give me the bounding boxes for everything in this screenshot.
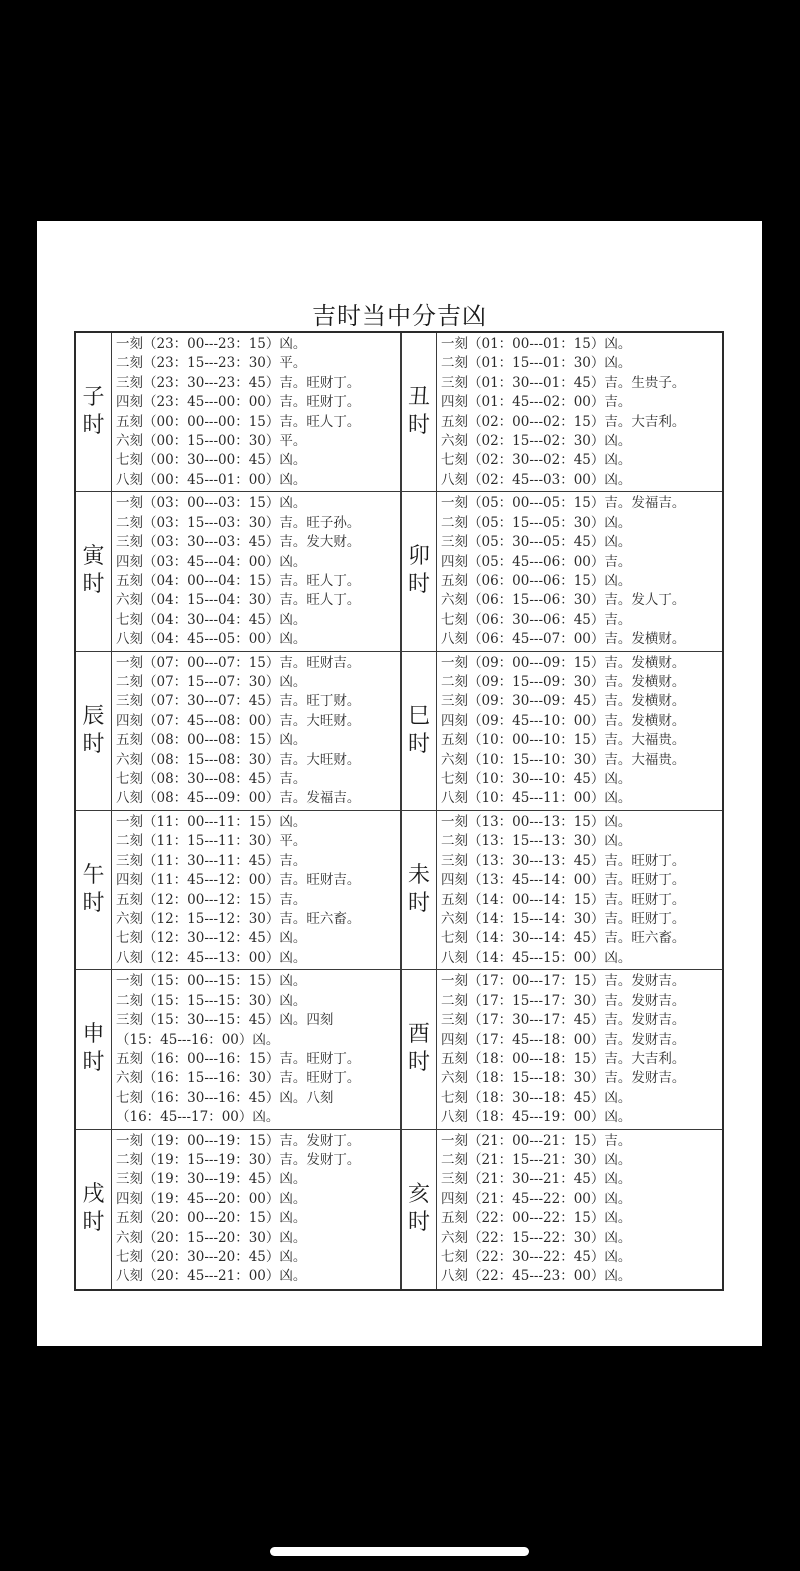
ke-entry: 二刻（03：15---03：30）吉。旺子孙。 xyxy=(116,514,361,531)
ke-entry: 二刻（19：15---19：30）吉。发财丁。 xyxy=(116,1152,361,1169)
shichen-label-char: 时 xyxy=(82,572,105,598)
ke-entry: 四刻（03：45---04：00）凶。 xyxy=(116,553,307,570)
shichen-label-char: 亥 xyxy=(407,1182,430,1208)
ke-entry: 四刻（11：45---12：00）吉。旺财吉。 xyxy=(116,872,361,889)
shichen-label-char: 午 xyxy=(82,863,105,889)
ke-entry: （15：45---16：00）凶。 xyxy=(116,1031,280,1048)
shichen-label-char: 丑 xyxy=(407,385,430,411)
shichen-label-si xyxy=(401,652,437,811)
ke-entry: 七刻（22：30---22：45）凶。 xyxy=(441,1249,632,1265)
shichen-entries-you xyxy=(437,970,722,1129)
shichen-label-char: 酉 xyxy=(407,1022,430,1048)
ke-entry: 五刻（18：00---18：15）吉。大吉利。 xyxy=(441,1050,686,1067)
ke-entry: 二刻（05：15---05：30）凶。 xyxy=(441,514,632,531)
ke-entry: 八刻（22：45---23：00）凶。 xyxy=(441,1268,632,1285)
shichen-label-wu xyxy=(76,811,112,970)
shichen-label-shen xyxy=(76,970,112,1129)
ke-entry: 七刻（16：30---16：45）凶。八刻 xyxy=(116,1089,334,1106)
ke-entry: 一刻（19：00---19：15）吉。发财丁。 xyxy=(116,1132,361,1149)
ke-entry: 五刻（04：00---04：15）吉。旺人丁。 xyxy=(116,572,361,589)
ke-entry: 七刻（02：30---02：45）凶。 xyxy=(441,452,632,469)
ke-entry: 六刻（08：15---08：30）吉。大旺财。 xyxy=(116,751,361,768)
ke-entry: 一刻（09：00---09：15）吉。发横财。 xyxy=(441,654,686,671)
ke-entry: 三刻（19：30---19：45）凶。 xyxy=(116,1171,307,1188)
shichen-entries-wu xyxy=(112,811,401,970)
shichen-entries-wei xyxy=(437,811,722,970)
shichen-label-chou xyxy=(401,333,437,492)
ke-entry: 七刻（08：30---08：45）吉。 xyxy=(116,771,307,787)
ke-entry: 七刻（20：30---20：45）凶。 xyxy=(116,1249,307,1265)
ke-entry: 五刻（22：00---22：15）凶。 xyxy=(441,1210,632,1227)
shichen-label-char: 时 xyxy=(407,1210,430,1236)
page-title: 吉时当中分吉凶 xyxy=(312,302,487,330)
shichen-entries-chou xyxy=(437,333,722,492)
ke-entry: 三刻（01：30---01：45）吉。生贵子。 xyxy=(441,374,686,391)
shichen-entries-shen xyxy=(112,970,401,1129)
ke-entry: 八刻（10：45---11：00）凶。 xyxy=(441,790,632,807)
ke-entry: 七刻（04：30---04：45）凶。 xyxy=(116,611,307,628)
shichen-label-char: 时 xyxy=(407,413,430,439)
ke-entry: 八刻（14：45---15：00）凶。 xyxy=(441,949,632,966)
ke-entry: 二刻（07：15---07：30）凶。 xyxy=(116,674,307,691)
ke-entry: 五刻（12：00---12：15）吉。 xyxy=(116,891,307,908)
home-indicator-bar[interactable] xyxy=(270,1547,529,1556)
ke-entry: 一刻（07：00---07：15）吉。旺财吉。 xyxy=(116,654,361,671)
ke-entry: 一刻（05：00---05：15）吉。发福吉。 xyxy=(441,495,686,512)
ke-entry: 六刻（10：15---10：30）吉。大福贵。 xyxy=(441,751,686,768)
shichen-label-mao xyxy=(401,492,437,651)
ke-entry: 五刻（16：00---16：15）吉。旺财丁。 xyxy=(116,1050,361,1067)
ke-entry: 八刻（20：45---21：00）凶。 xyxy=(116,1268,307,1285)
shichen-label-char: 时 xyxy=(82,1210,105,1236)
ke-entry: 三刻（07：30---07：45）吉。旺丁财。 xyxy=(116,693,361,710)
ke-entry: 二刻（17：15---17：30）吉。发财吉。 xyxy=(441,992,686,1009)
ke-entry: 七刻（06：30---06：45）吉。 xyxy=(441,611,632,628)
ke-entry: 六刻（14：15---14：30）吉。旺财丁。 xyxy=(441,910,686,927)
ke-entry: 四刻（23：45---00：00）吉。旺财丁。 xyxy=(116,394,361,411)
ke-entry: 四刻（01：45---02：00）吉。 xyxy=(441,394,632,411)
ke-entry: 二刻（15：15---15：30）凶。 xyxy=(116,992,307,1009)
shichen-label-char: 时 xyxy=(407,731,430,757)
ke-entry: 四刻（21：45---22：00）凶。 xyxy=(441,1190,632,1207)
ke-entry: 八刻（08：45---09：00）吉。发福吉。 xyxy=(116,790,361,807)
shichen-label-char: 未 xyxy=(407,863,430,889)
ke-entry: 五刻（00：00---00：15）吉。旺人丁。 xyxy=(116,413,361,430)
ke-entry: 三刻（11：30---11：45）吉。 xyxy=(116,852,307,869)
ke-entry: 三刻（15：30---15：45）凶。四刻 xyxy=(116,1012,334,1029)
ke-entry: 四刻（17：45---18：00）吉。发财吉。 xyxy=(441,1031,686,1048)
shichen-entries-si xyxy=(437,652,722,811)
shichen-label-you xyxy=(401,970,437,1129)
ke-entry: 三刻（21：30---21：45）凶。 xyxy=(441,1171,632,1188)
ke-entry: 三刻（17：30---17：45）吉。发财吉。 xyxy=(441,1012,686,1029)
ke-entry: 六刻（20：15---20：30）凶。 xyxy=(116,1229,307,1246)
shichen-label-char: 时 xyxy=(82,891,105,917)
ke-entry: 四刻（07：45---08：00）吉。大旺财。 xyxy=(116,712,361,729)
shichen-label-wei xyxy=(401,811,437,970)
ke-entry: 三刻（09：30---09：45）吉。发横财。 xyxy=(441,693,686,710)
shichen-label-xu xyxy=(76,1130,112,1289)
shichen-label-char: 时 xyxy=(82,413,105,439)
shichen-entries-hai xyxy=(437,1130,722,1289)
ke-entry: 三刻（05：30---05：45）凶。 xyxy=(441,534,632,551)
shichen-label-char: 时 xyxy=(82,731,105,757)
ke-entry: 四刻（09：45---10：00）吉。发横财。 xyxy=(441,712,686,729)
shichen-label-char: 申 xyxy=(82,1022,105,1048)
ke-entry: 七刻（14：30---14：45）吉。旺六畜。 xyxy=(441,930,686,947)
shichen-entries-xu xyxy=(112,1130,401,1289)
ke-entry: 五刻（08：00---08：15）凶。 xyxy=(116,732,307,749)
ke-entry: 二刻（23：15---23：30）平。 xyxy=(116,355,307,372)
ke-entry: 二刻（01：15---01：30）凶。 xyxy=(441,355,632,372)
ke-entry: 四刻（19：45---20：00）凶。 xyxy=(116,1190,307,1207)
ke-entry: 一刻（15：00---15：15）凶。 xyxy=(116,973,307,990)
ke-entry: （16：45---17：00）凶。 xyxy=(116,1109,280,1126)
shichen-table xyxy=(74,331,724,1291)
ke-entry: 六刻（22：15---22：30）凶。 xyxy=(441,1229,632,1246)
ke-entry: 五刻（20：00---20：15）凶。 xyxy=(116,1210,307,1227)
ke-entry: 六刻（02：15---02：30）凶。 xyxy=(441,432,632,449)
ke-entry: 五刻（14：00---14：15）吉。旺财丁。 xyxy=(441,891,686,908)
shichen-label-char: 时 xyxy=(82,1050,105,1076)
shichen-label-char: 巳 xyxy=(407,703,430,729)
ke-entry: 五刻（10：00---10：15）吉。大福贵。 xyxy=(441,732,686,749)
ke-entry: 四刻（13：45---14：00）吉。旺财丁。 xyxy=(441,872,686,889)
ke-entry: 二刻（11：15---11：30）平。 xyxy=(116,833,307,850)
ke-entry: 二刻（09：15---09：30）吉。发横财。 xyxy=(441,674,686,691)
shichen-label-char: 戌 xyxy=(82,1182,105,1208)
ke-entry: 五刻（02：00---02：15）吉。大吉利。 xyxy=(441,413,686,430)
shichen-label-char: 时 xyxy=(407,572,430,598)
ke-entry: 八刻（06：45---07：00）吉。发横财。 xyxy=(441,631,686,648)
ke-entry: 六刻（00：15---00：30）平。 xyxy=(116,432,307,449)
ke-entry: 八刻（18：45---19：00）凶。 xyxy=(441,1109,632,1126)
ke-entry: 一刻（01：00---01：15）凶。 xyxy=(441,336,632,352)
ke-entry: 三刻（03：30---03：45）吉。发大财。 xyxy=(116,534,361,551)
ke-entry: 五刻（06：00---06：15）凶。 xyxy=(441,572,632,589)
ke-entry: 八刻（04：45---05：00）凶。 xyxy=(116,631,307,648)
shichen-entries-mao xyxy=(437,492,722,651)
ke-entry: 三刻（23：30---23：45）吉。旺财丁。 xyxy=(116,374,361,391)
ke-entry: 一刻（21：00---21：15）吉。 xyxy=(441,1132,632,1149)
shichen-label-zi xyxy=(76,333,112,492)
ke-entry: 四刻（05：45---06：00）吉。 xyxy=(441,553,632,570)
ke-entry: 八刻（00：45---01：00）凶。 xyxy=(116,471,307,488)
shichen-label-char: 卯 xyxy=(407,544,430,570)
ke-entry: 七刻（12：30---12：45）凶。 xyxy=(116,930,307,947)
ke-entry: 一刻（11：00---11：15）凶。 xyxy=(116,813,307,830)
ke-entry: 二刻（21：15---21：30）凶。 xyxy=(441,1152,632,1169)
shichen-label-char: 寅 xyxy=(82,544,105,570)
shichen-label-char: 时 xyxy=(407,1050,430,1076)
shichen-label-char: 辰 xyxy=(82,703,105,729)
ke-entry: 一刻（13：00---13：15）凶。 xyxy=(441,813,632,830)
ke-entry: 七刻（10：30---10：45）凶。 xyxy=(441,771,632,787)
ke-entry: 六刻（12：15---12：30）吉。旺六畜。 xyxy=(116,910,361,927)
ke-entry: 八刻（02：45---03：00）凶。 xyxy=(441,471,632,488)
ke-entry: 六刻（04：15---04：30）吉。旺人丁。 xyxy=(116,592,361,609)
shichen-label-char: 子 xyxy=(82,385,105,411)
shichen-entries-zi xyxy=(112,333,401,492)
shichen-entries-chen xyxy=(112,652,401,811)
ke-entry: 七刻（18：30---18：45）凶。 xyxy=(441,1089,632,1106)
ke-entry: 七刻（00：30---00：45）凶。 xyxy=(116,452,307,469)
ke-entry: 六刻（06：15---06：30）吉。发人丁。 xyxy=(441,592,686,609)
ke-entry: 六刻（16：15---16：30）吉。旺财丁。 xyxy=(116,1070,361,1087)
ke-entry: 一刻（23：00---23：15）凶。 xyxy=(116,336,307,352)
shichen-label-char: 时 xyxy=(407,891,430,917)
shichen-entries-yin xyxy=(112,492,401,651)
shichen-label-yin xyxy=(76,492,112,651)
ke-entry: 八刻（12：45---13：00）凶。 xyxy=(116,949,307,966)
ke-entry: 一刻（03：00---03：15）凶。 xyxy=(116,495,307,512)
shichen-label-chen xyxy=(76,652,112,811)
ke-entry: 二刻（13：15---13：30）凶。 xyxy=(441,833,632,850)
ke-entry: 三刻（13：30---13：45）吉。旺财丁。 xyxy=(441,852,686,869)
shichen-label-hai xyxy=(401,1130,437,1289)
document-page xyxy=(37,221,762,1346)
ke-entry: 一刻（17：00---17：15）吉。发财吉。 xyxy=(441,973,686,990)
ke-entry: 六刻（18：15---18：30）吉。发财吉。 xyxy=(441,1070,686,1087)
